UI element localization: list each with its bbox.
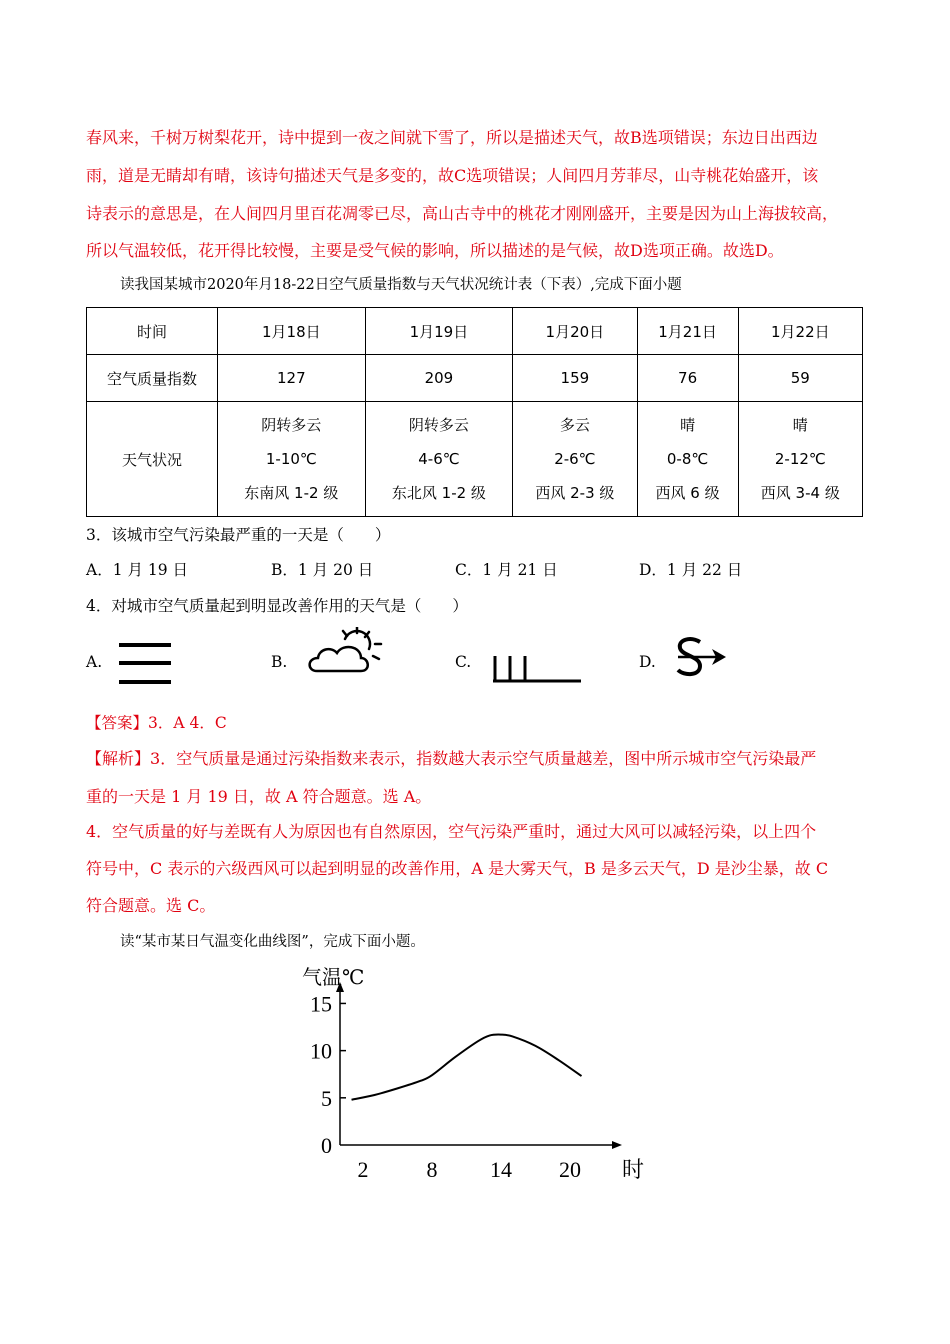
analysis-line-4: 符号中，C 表示的六级西风可以起到明显的改善作用，A 是大雾天气，B 是多云天气，D 是沙尘暴，故 C bbox=[86, 859, 829, 878]
temperature-series-line bbox=[352, 1035, 582, 1100]
weather-wind: 东南风 1-2 级 bbox=[244, 484, 339, 502]
explanation-line-3: 诗表示的意思是，在人间四月里百花凋零已尽，高山古寺中的桃花才刚刚盛开，主要是因为山上海拔较高， bbox=[86, 204, 839, 223]
header-aqi: 空气质量指数 bbox=[87, 355, 218, 402]
weather-temp: 2-6℃ bbox=[554, 450, 596, 468]
weather-wind: 西风 6 级 bbox=[655, 484, 720, 502]
question-4-stem: 4．对城市空气质量起到明显改善作用的天气是（ ） bbox=[86, 597, 468, 615]
header-time: 时间 bbox=[87, 308, 218, 355]
x-tick-label: 8 bbox=[426, 1157, 438, 1182]
q3-option-c[interactable]: C．1 月 21 日 bbox=[455, 561, 558, 579]
table-row bbox=[87, 308, 863, 355]
date-cell: 1月22日 bbox=[738, 308, 862, 355]
analysis-tag: 【解析】 bbox=[86, 749, 151, 768]
sandstorm-icon bbox=[672, 634, 728, 682]
x-axis-label: 时 bbox=[622, 1157, 645, 1182]
y-tick-label: 15 bbox=[310, 991, 332, 1017]
weather-sky: 阴转多云 bbox=[408, 416, 469, 434]
x-tick-label: 2 bbox=[357, 1157, 369, 1182]
chart-intro: 读“某市某日气温变化曲线图”，完成下面小题。 bbox=[120, 934, 425, 950]
q3-option-b[interactable]: B．1 月 20 日 bbox=[271, 561, 374, 579]
y-tick-label: 5 bbox=[321, 1085, 332, 1111]
x-tick-label: 20 bbox=[559, 1157, 581, 1182]
weather-temp: 0-8℃ bbox=[666, 450, 709, 468]
table-row bbox=[87, 402, 863, 517]
weather-cell bbox=[738, 402, 862, 517]
weather-cell bbox=[365, 402, 513, 517]
explanation-line-1: 春风来，千树万树梨花开，诗中提到一夜之间就下雪了，所以是描述天气，故B选项错误；东边日出西边 bbox=[86, 128, 818, 147]
weather-cell bbox=[637, 402, 738, 517]
explanation-line-2: 雨，道是无睛却有晴，该诗句描述天气是多变的，故C选项错误；人间四月芳菲尽，山寺桃花始盛开，该 bbox=[86, 166, 819, 185]
aqi-cell: 127 bbox=[218, 355, 366, 402]
x-axis-arrow bbox=[612, 1141, 622, 1149]
y-tick-label: 0 bbox=[321, 1133, 332, 1158]
date-cell: 1月20日 bbox=[513, 308, 637, 355]
table-intro: 读我国某城市2020年月18-22日空气质量指数与天气状况统计表（下表）,完成下面小题 bbox=[120, 277, 682, 293]
y-axis-label: 气温℃ bbox=[302, 967, 365, 989]
q3-option-d[interactable]: D．1 月 22 日 bbox=[639, 561, 743, 579]
weather-temp: 2-12℃ bbox=[774, 450, 826, 468]
weather-cell bbox=[513, 402, 637, 517]
answer-tag: 【答案】 bbox=[86, 714, 149, 732]
weather-sky: 晴 bbox=[792, 416, 808, 434]
answer-line bbox=[86, 713, 227, 733]
q3-option-a[interactable]: A．1 月 19 日 bbox=[86, 561, 189, 579]
y-tick-label: 10 bbox=[310, 1038, 332, 1064]
aqi-cell: 159 bbox=[513, 355, 637, 402]
q4-option-c-label[interactable]: C. bbox=[455, 653, 472, 671]
temperature-chart bbox=[290, 958, 660, 1188]
question-3-stem: 3．该城市空气污染最严重的一天是（ ） bbox=[86, 526, 391, 544]
aqi-cell: 76 bbox=[637, 355, 738, 402]
analysis-text: 3．空气质量是通过污染指数来表示，指数越大表示空气质量越差，图中所示城市空气污染最严 bbox=[150, 749, 817, 768]
fog-symbol-icon bbox=[116, 638, 176, 690]
weather-wind: 东北风 1-2 级 bbox=[391, 484, 486, 502]
weather-temp: 1-10℃ bbox=[265, 450, 317, 468]
x-tick-label: 14 bbox=[490, 1157, 512, 1182]
chart-axes bbox=[336, 982, 622, 1149]
date-cell: 1月21日 bbox=[637, 308, 738, 355]
chart-ticks bbox=[310, 991, 581, 1182]
date-cell: 1月18日 bbox=[218, 308, 366, 355]
weather-wind: 西风 3-4 级 bbox=[760, 484, 840, 502]
weather-sky: 晴 bbox=[680, 416, 696, 434]
weather-sky: 阴转多云 bbox=[261, 416, 322, 434]
weather-wind: 西风 2-3 级 bbox=[535, 484, 615, 502]
aqi-cell: 209 bbox=[365, 355, 513, 402]
weather-temp: 4-6℃ bbox=[418, 450, 460, 468]
analysis-line-5: 符合题意。选 C。 bbox=[86, 896, 216, 915]
explanation-line-4: 所以气温较低，花开得比较慢，主要是受气候的影响，所以描述的是气候，故D选项正确。故选D。 bbox=[86, 241, 784, 260]
aqi-cell: 59 bbox=[738, 355, 862, 402]
weather-cell bbox=[218, 402, 366, 517]
analysis-line-1 bbox=[86, 749, 816, 769]
table-row bbox=[87, 355, 863, 402]
weather-sky: 多云 bbox=[559, 416, 590, 434]
header-weather: 天气状况 bbox=[87, 402, 218, 517]
q4-option-a-label[interactable]: A. bbox=[86, 653, 103, 671]
answer-text: 3．A 4．C bbox=[148, 714, 227, 732]
q4-option-d-label[interactable]: D. bbox=[639, 653, 656, 671]
air-quality-table bbox=[86, 307, 863, 517]
partly-cloudy-icon bbox=[305, 627, 387, 679]
analysis-line-2: 重的一天是 1 月 19 日，故 A 符合题意。选 A。 bbox=[86, 787, 432, 806]
analysis-line-3: 4．空气质量的好与差既有人为原因也有自然原因，空气污染严重时，通过大风可以减轻污染，以上四个 bbox=[86, 822, 817, 841]
date-cell: 1月19日 bbox=[365, 308, 513, 355]
q4-option-b-label[interactable]: B. bbox=[271, 653, 288, 671]
west-wind-force-6-icon bbox=[490, 650, 584, 686]
